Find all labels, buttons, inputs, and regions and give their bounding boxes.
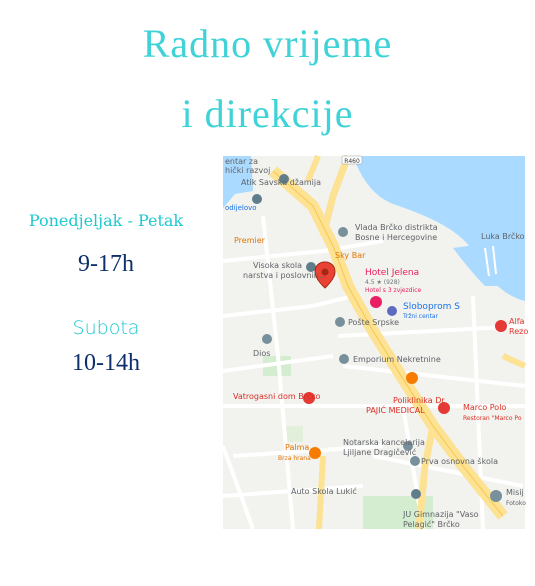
map-label: Hotel s 3 zvjezdice: [365, 287, 422, 294]
weekday-hours: 9-17h: [78, 251, 134, 277]
map-label: Dios: [253, 349, 271, 358]
office-icon[interactable]: [339, 354, 349, 364]
school-icon[interactable]: [411, 489, 421, 499]
hotel-icon[interactable]: [370, 296, 382, 308]
map-label: Notarska kancelarija: [343, 438, 425, 447]
map-label: Alfa: [509, 317, 525, 326]
map-label: Ljiljane Dragičević: [343, 448, 417, 457]
map-label: Rezo: [509, 327, 529, 336]
mall-icon[interactable]: [387, 306, 397, 316]
map-label: Hotel Jelena: [365, 268, 420, 278]
map-label: Sloboprom S: [403, 302, 461, 312]
map-label: Marco Polo: [463, 403, 507, 412]
map-label: odijelovo: [225, 204, 257, 212]
restaurant-icon[interactable]: [309, 447, 321, 459]
map-label: Sky Bar: [335, 251, 366, 260]
map-label: Brza hrana: [278, 455, 311, 462]
map-label: Premier: [234, 236, 265, 245]
map-label: Vlada Brčko distrikta: [355, 223, 438, 232]
map-label: Atik Savska džamija: [241, 178, 322, 187]
saturday-label: Subota: [72, 317, 140, 339]
map-label: Misij: [506, 488, 524, 497]
map-label: PAJIĆ MEDICAL: [366, 406, 425, 415]
saturday-hours: 10-14h: [72, 350, 140, 376]
map-label: Tržni centar: [403, 313, 439, 320]
map-label: Palma: [285, 443, 310, 452]
hospital-icon[interactable]: [495, 320, 507, 332]
map-label: Restoran "Marco Po: [463, 415, 522, 422]
map-label: Visoka skola: [253, 261, 303, 270]
map-label: Auto Skola Lukić: [291, 487, 357, 496]
map-label: Vatrogasni dom Brčko: [233, 392, 321, 401]
weekday-label: Ponedjeljak - Petak: [28, 211, 184, 230]
map-label: Emporium Nekretnine: [353, 355, 441, 364]
place-icon[interactable]: [262, 334, 272, 344]
church-icon[interactable]: [490, 490, 502, 502]
map-label: Pelagić" Brčko: [403, 520, 460, 529]
page-title-line1: Radno vrijeme: [142, 21, 393, 66]
map-label: JU Gimnazija "Vaso: [403, 510, 479, 519]
mosque-icon[interactable]: [252, 194, 262, 204]
map-label: entar za: [225, 157, 258, 166]
post-icon[interactable]: [335, 317, 345, 327]
map-label: Fotoko: [506, 500, 526, 507]
location-map[interactable]: [223, 156, 529, 529]
school-icon[interactable]: [410, 456, 420, 466]
map-label: Pošte Srpske: [348, 318, 400, 327]
map-label: Prva osnovna škola: [421, 457, 498, 466]
map-label: Bosne i Hercegovine: [355, 233, 438, 242]
road-badge-label: R460: [344, 158, 360, 165]
page-title-line2: i direkcije: [181, 91, 354, 136]
map-label: 4.5 ★ (928): [365, 279, 400, 286]
map-label: Luka Brčko: [481, 232, 525, 241]
map-label: narstva i poslovnih...: [243, 271, 327, 280]
map-label: hički razvoj: [225, 166, 271, 175]
restaurant-icon[interactable]: [406, 372, 418, 384]
landmark-icon[interactable]: [338, 227, 348, 237]
map-label: Poliklinika Dr: [393, 396, 445, 405]
